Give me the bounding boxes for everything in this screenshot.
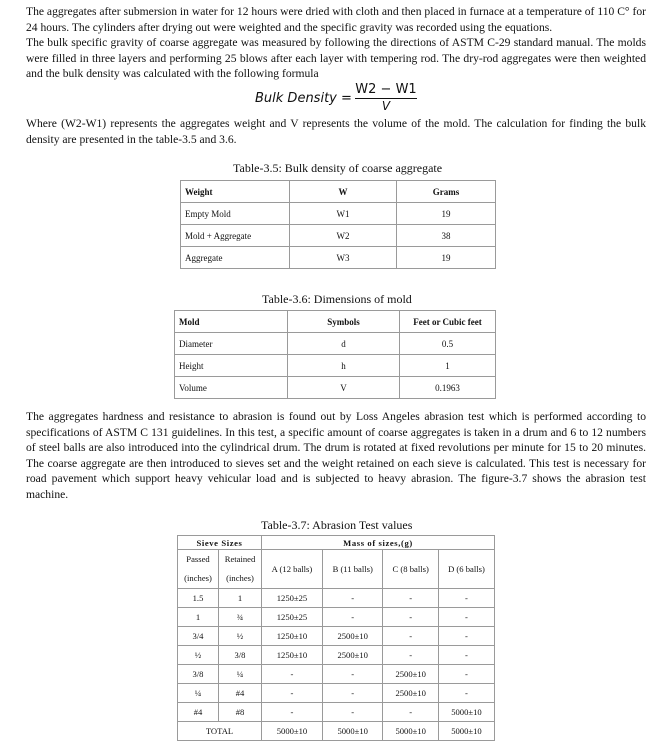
table-cell: 38 <box>397 225 496 247</box>
table36-caption: Table-3.6: Dimensions of mold <box>262 292 412 306</box>
table-cell: 2500±10 <box>322 646 383 665</box>
table-cell: 0.1963 <box>400 377 496 399</box>
retained-header <box>219 550 262 589</box>
table-cell: 2500±10 <box>383 665 438 684</box>
table-cell: 1 <box>219 589 262 608</box>
table-cell: 5000±10 <box>322 722 383 741</box>
table-row <box>178 646 495 665</box>
paragraph-furnace-drying: The aggregates after submersion in water for 12 hours were dried with cloth and then placed in furnace at a temperature of 110 C° for 24 hours. The cylinders after drying out were weighted and the specific gravity was recorded using the equations. <box>26 5 646 34</box>
table-cell: 1250±10 <box>262 627 323 646</box>
table-cell: 5000±10 <box>438 703 494 722</box>
table-row <box>181 247 496 269</box>
table-row <box>178 665 495 684</box>
table-cell: 1250±25 <box>262 608 323 627</box>
table-header-row <box>178 536 495 550</box>
header-cell: D (6 balls) <box>438 550 494 589</box>
table-row <box>178 608 495 627</box>
table-row <box>175 355 496 377</box>
header-cell: C (8 balls) <box>383 550 438 589</box>
table-cell: 5000±10 <box>438 722 494 741</box>
inches-label: (inches) <box>184 573 212 583</box>
formula-lhs: Bulk Density = <box>255 91 352 106</box>
inches-label: (inches) <box>226 573 254 583</box>
table-cell: d <box>288 333 400 355</box>
table-row <box>178 589 495 608</box>
table-header-row <box>175 311 496 333</box>
formula-numerator: W2 − W1 <box>355 82 417 97</box>
table-cell: - <box>438 665 494 684</box>
table-row <box>178 627 495 646</box>
table-cell: ¾ <box>219 608 262 627</box>
table-cell: #8 <box>219 703 262 722</box>
header-cell: W <box>290 181 397 203</box>
table-cell: #4 <box>219 684 262 703</box>
table-cell: - <box>438 589 494 608</box>
mold-dimensions-table <box>174 310 496 399</box>
paragraph-abrasion-test: The aggregates hardness and resistance to abrasion is found out by Loss Angeles abrasion test which is performed according to specifications of ASTM C 131 guidelines. In this test, a specific amount of coarse aggregates is taken in a drum and 6 to 12 numbers of steel balls are also introduced into the cylindrical drum. The drum is rotated at fixed revolutions per minute for 15 to 20 minutes. The coarse aggregate are then introduced to sieves set and the weight retained on each sieve is calculated. This test is necessary for road pavement which support heavy vehicular load and is subjected to heavy abrasion. The figure-3.7 shows the abrasion test machine. <box>26 410 646 501</box>
table-row <box>181 225 496 247</box>
table-cell: 3/8 <box>178 665 219 684</box>
passed-header <box>178 550 219 589</box>
table-cell: 1250±10 <box>262 646 323 665</box>
total-label: TOTAL <box>178 722 262 741</box>
header-cell: Feet or Cubic feet <box>400 311 496 333</box>
paragraph-bulk-specific-gravity: The bulk specific gravity of coarse aggregate was measured by following the directions of ASTM C-29 standard manual. The molds were filled in three layers and performing 25 blows after each layer with tempering rod. The dry-rod aggregates were then weighted and the bulk density was calculated with the following formula <box>26 36 646 80</box>
abrasion-test-table <box>177 535 495 741</box>
table-cell: 1 <box>178 608 219 627</box>
bulk-density-table <box>180 180 496 269</box>
table-cell: - <box>438 608 494 627</box>
table-cell: 2500±10 <box>383 684 438 703</box>
table-cell: 2500±10 <box>322 627 383 646</box>
table-cell: h <box>288 355 400 377</box>
table-cell: ½ <box>178 646 219 665</box>
table-header-row <box>178 550 495 589</box>
table-cell: ¼ <box>219 665 262 684</box>
table-cell: V <box>288 377 400 399</box>
table-cell: - <box>383 589 438 608</box>
formula-denominator: V <box>381 99 391 113</box>
table37-caption: Table-3.7: Abrasion Test values <box>261 518 413 532</box>
table-header-row <box>181 181 496 203</box>
passed-label: Passed <box>186 554 210 564</box>
table-cell: - <box>438 684 494 703</box>
paragraph-formula-explanation: Where (W2-W1) represents the aggregates weight and V represents the volume of the mold. The calculation for finding the bulk density are presented in the table-3.5 and 3.6. <box>26 117 646 146</box>
header-cell: Grams <box>397 181 496 203</box>
table-cell: ½ <box>219 627 262 646</box>
mass-of-sizes-header: Mass of sizes,(g) <box>262 536 495 550</box>
table-row <box>181 203 496 225</box>
bulk-density-formula <box>255 82 425 116</box>
table-cell: #4 <box>178 703 219 722</box>
table-cell: - <box>438 646 494 665</box>
table-cell: Mold + Aggregate <box>181 225 290 247</box>
table-row <box>175 377 496 399</box>
table-cell: Volume <box>175 377 288 399</box>
table-cell: 1250±25 <box>262 589 323 608</box>
table-cell: - <box>383 608 438 627</box>
table-cell: - <box>322 684 383 703</box>
table35-caption: Table-3.5: Bulk density of coarse aggregate <box>233 161 443 175</box>
table-cell: 0.5 <box>400 333 496 355</box>
table-cell: - <box>383 646 438 665</box>
table-cell: 5000±10 <box>383 722 438 741</box>
table-row <box>175 333 496 355</box>
table-cell: 19 <box>397 247 496 269</box>
table-cell: 1 <box>400 355 496 377</box>
table-cell: Diameter <box>175 333 288 355</box>
table-cell: 3/8 <box>219 646 262 665</box>
table-cell: - <box>262 684 323 703</box>
table-cell: - <box>383 703 438 722</box>
table-total-row <box>178 722 495 741</box>
header-cell: A (12 balls) <box>262 550 323 589</box>
table-cell: - <box>438 627 494 646</box>
table-cell: - <box>322 665 383 684</box>
table-cell: - <box>383 627 438 646</box>
table-cell: Empty Mold <box>181 203 290 225</box>
formula-fraction <box>355 82 417 114</box>
header-cell: Symbols <box>288 311 400 333</box>
table-cell: - <box>322 703 383 722</box>
header-cell: Weight <box>181 181 290 203</box>
table-cell: 19 <box>397 203 496 225</box>
retained-label: Retained <box>224 554 256 564</box>
table-cell: - <box>322 589 383 608</box>
table-row <box>178 703 495 722</box>
table-cell: - <box>262 665 323 684</box>
header-cell: Mold <box>175 311 288 333</box>
header-cell: B (11 balls) <box>322 550 383 589</box>
table-cell: 5000±10 <box>262 722 323 741</box>
table-cell: - <box>262 703 323 722</box>
table-cell: - <box>322 608 383 627</box>
table-cell: 1.5 <box>178 589 219 608</box>
table-cell: W2 <box>290 225 397 247</box>
table-cell: Height <box>175 355 288 377</box>
table-cell: ¼ <box>178 684 219 703</box>
sieve-sizes-header: Sieve Sizes <box>178 536 262 550</box>
table-row <box>178 684 495 703</box>
table-cell: 3/4 <box>178 627 219 646</box>
table-cell: W3 <box>290 247 397 269</box>
table-cell: W1 <box>290 203 397 225</box>
table-cell: Aggregate <box>181 247 290 269</box>
